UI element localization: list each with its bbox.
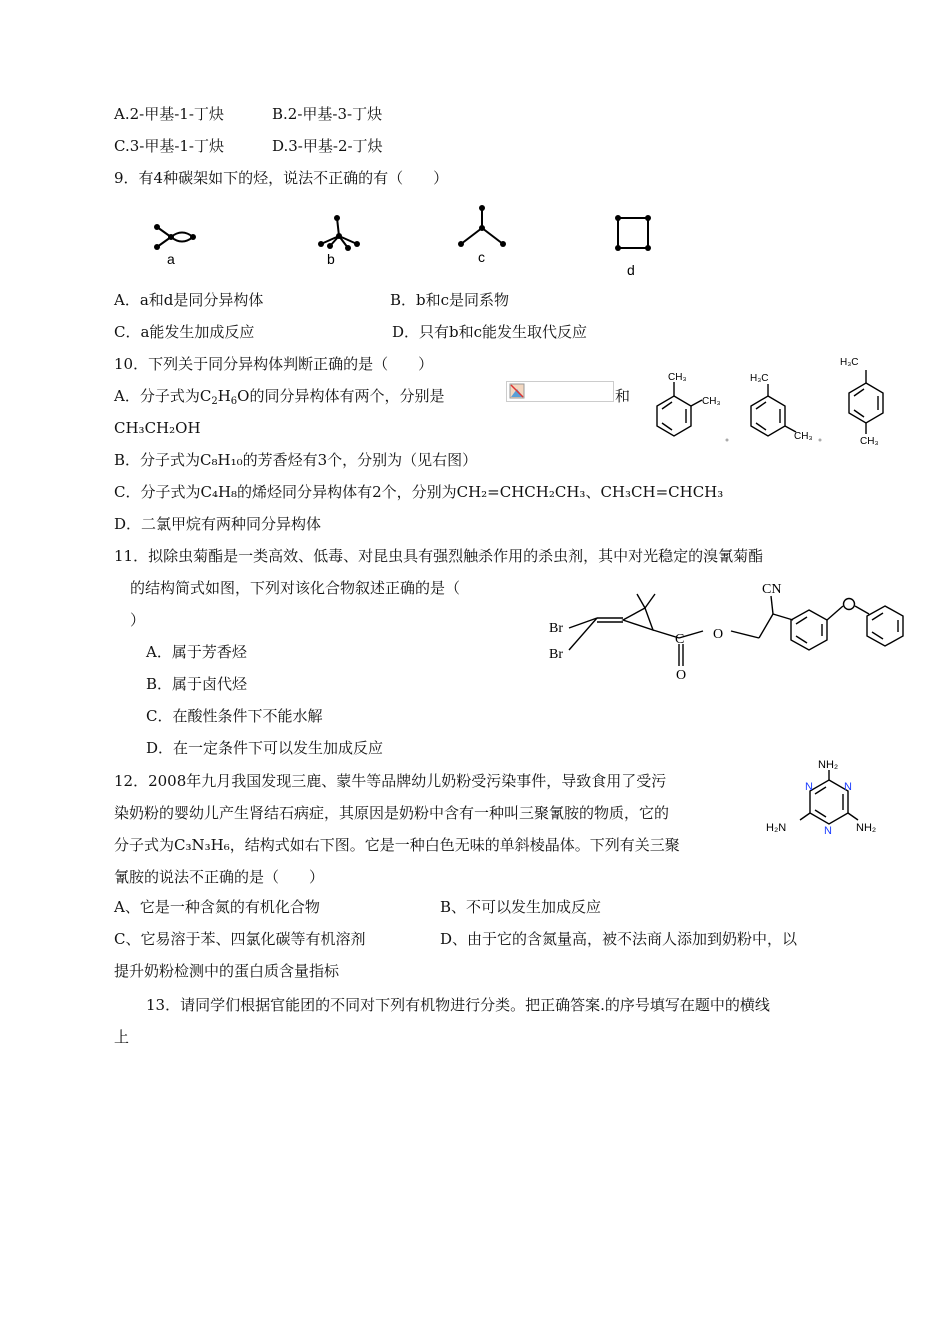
q12-option-c: C、它易溶于苯、四氯化碳等有机溶剂 (114, 930, 366, 948)
melamine-h2n-left: H₂N (766, 822, 787, 834)
q12-stem-line1: 12．2008年九月我国发现三鹿、蒙牛等品牌幼儿奶粉受污染事件，导致食用了受污 (114, 772, 667, 790)
cn-label: CN (762, 582, 782, 597)
skeleton-label-c: c (478, 249, 485, 265)
q8-option-a: A.2-甲基-1-丁炔 (114, 105, 224, 123)
q12-option-a: A、它是一种含氮的有机化合物 (114, 898, 320, 916)
skeleton-label-b: b (327, 251, 335, 267)
broken-image-icon (509, 383, 525, 399)
ortho-ch3-top: CH₃ (668, 372, 687, 383)
ether-o-ring (844, 599, 855, 610)
q12-stem-line2: 染奶粉的婴幼儿产生肾结石病症，其原因是奶粉中含有一种叫三聚氰胺的物质，它的 (114, 804, 670, 822)
q8-option-d: D.3-甲基-2-丁炔 (272, 137, 383, 155)
q8-option-c: C.3-甲基-1-丁炔 (114, 137, 225, 155)
melamine-ring-n-2: N (805, 781, 813, 793)
q10-option-d: D．二氯甲烷有两种同分异构体 (114, 515, 322, 533)
melamine-ring-n-1: N (844, 781, 852, 793)
q10-option-c: C．分子式为C₄H₈的烯烃同分异构体有2个，分别为CH₂=CHCH₂CH₃、CH₃CH=CHCH₃ (114, 483, 724, 501)
melamine-nh2-right: NH₂ (856, 822, 877, 834)
deltamethrin-structure (545, 578, 915, 688)
q8-option-b: B.2-甲基-3-丁炔 (272, 105, 383, 123)
q12-stem-line3: 分子式为C₃N₃H₆，结构式如右下图。它是一种白色无味的单斜棱晶体。下列有关三聚 (114, 836, 680, 854)
skeleton-label-a: a (167, 251, 175, 267)
meta-ch3-bottom: CH₃ (794, 431, 813, 442)
carbon-skeleton-d (610, 212, 660, 282)
br-label-top: Br (549, 621, 563, 636)
para-h3c-top: H₃C (840, 357, 859, 368)
q11-stem-line2: 的结构简式如图，下列对该化合物叙述正确的是（ (130, 579, 461, 597)
q11-option-b: B．属于卤代烃 (146, 675, 248, 693)
xylene-structures (640, 348, 920, 453)
carbon-skeleton-a (145, 220, 215, 270)
q11-stem-line3: ） (130, 611, 146, 629)
para-ch3-bottom: CH₃ (860, 436, 879, 447)
ester-c-label: C (675, 632, 685, 647)
ester-o-label: O (713, 627, 724, 642)
q13-stem-line1: 13．请同学们根据官能团的不同对下列有机物进行分类。把正确答案.的序号填写在题中的横线 (146, 996, 770, 1014)
br-label-bottom: Br (549, 647, 563, 662)
q12-stem-line4: 氰胺的说法不正确的是（ ） (114, 868, 325, 886)
carbon-skeleton-b (310, 210, 370, 270)
meta-h3c-top: H₃C (750, 373, 769, 384)
melamine-structure (760, 756, 890, 846)
q9-option-b: B．b和c是同系物 (390, 291, 510, 309)
q10-option-a: A．分子式为$C_2H_6O$的同分异构体有两个，分别是 (114, 387, 445, 407)
q11-option-c: C．在酸性条件下不能水解 (146, 707, 323, 725)
q12-option-b: B、不可以发生加成反应 (440, 898, 602, 916)
q12-option-d-cont: 提升奶粉检测中的蛋白质含量指标 (114, 962, 340, 980)
carbon-skeleton-c (455, 202, 515, 267)
melamine-nh2-top: NH₂ (818, 759, 839, 771)
q9-stem: 9．有4种碳架如下的烃，说法不正确的有（ ） (114, 169, 449, 187)
q11-option-d: D．在一定条件下可以发生加成反应 (146, 739, 384, 757)
broken-image-placeholder (506, 381, 614, 402)
q11-option-a: A．属于芳香烃 (146, 643, 247, 661)
q9-option-d: D．只有b和c能发生取代反应 (392, 323, 588, 341)
skeleton-label-d: d (627, 262, 635, 278)
q11-stem-line1: 11．拟除虫菊酯是一类高效、低毒、对昆虫具有强烈触杀作用的杀虫剂，其中对光稳定的溴氰菊酯 (114, 547, 764, 565)
q10-stem: 10．下列关于同分异构体判断正确的是（ ） (114, 355, 434, 373)
melamine-ring-n-3: N (824, 825, 832, 837)
q10-option-a-cont: CH₃CH₂OH (114, 419, 201, 437)
q9-option-a: A．a和d是同分异构体 (114, 291, 264, 309)
q10-option-b: B．分子式为C₈H₁₀的芳香烃有3个，分别为（见右图） (114, 451, 478, 469)
q13-stem-line2: 上 (114, 1028, 130, 1046)
q9-option-c: C．a能发生加成反应 (114, 323, 255, 341)
q12-option-d: D、由于它的含氮量高，被不法商人添加到奶粉中，以 (440, 930, 798, 948)
q10-and-text: 和 (615, 387, 631, 405)
carbonyl-o-label: O (676, 668, 687, 683)
ortho-ch3-right: CH₃ (702, 396, 721, 407)
